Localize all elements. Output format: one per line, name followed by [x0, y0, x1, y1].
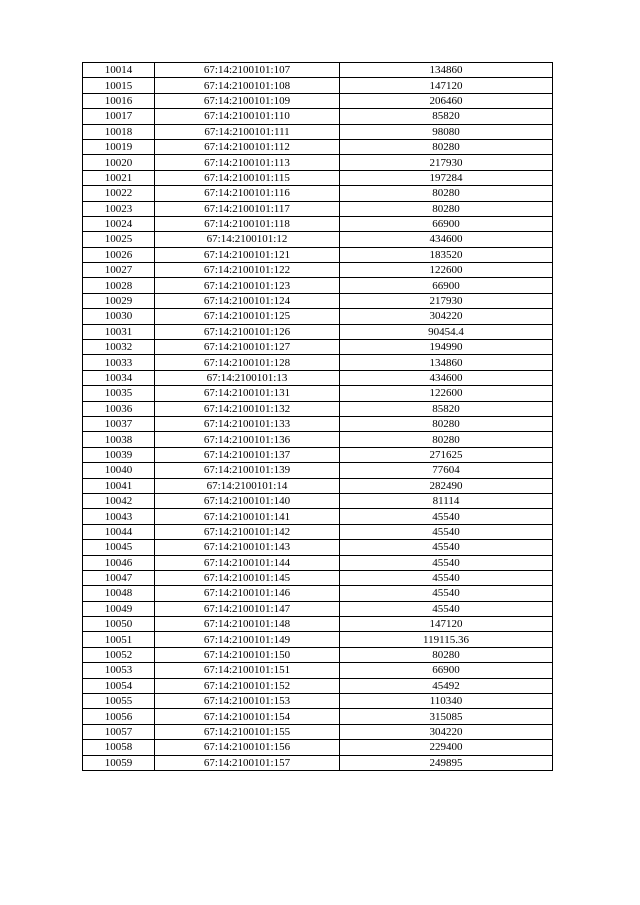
row-number-cell: 10019	[83, 139, 155, 154]
cadastral-number-cell: 67:14:2100101:139	[155, 463, 340, 478]
cadastral-number-cell: 67:14:2100101:12	[155, 232, 340, 247]
cadastral-number-cell: 67:14:2100101:154	[155, 709, 340, 724]
row-number-cell: 10025	[83, 232, 155, 247]
table-row	[83, 432, 553, 447]
row-number-cell: 10044	[83, 524, 155, 539]
value-cell: 271625	[340, 447, 553, 462]
cadastral-number-cell: 67:14:2100101:121	[155, 247, 340, 262]
value-cell: 304220	[340, 309, 553, 324]
table-row	[83, 155, 553, 170]
cadastral-number-cell: 67:14:2100101:117	[155, 201, 340, 216]
table-row	[83, 263, 553, 278]
value-cell: 217930	[340, 293, 553, 308]
cadastral-number-cell: 67:14:2100101:112	[155, 139, 340, 154]
row-number-cell: 10056	[83, 709, 155, 724]
cadastral-number-cell: 67:14:2100101:145	[155, 570, 340, 585]
row-number-cell: 10021	[83, 170, 155, 185]
cadastral-number-cell: 67:14:2100101:109	[155, 93, 340, 108]
cadastral-number-cell: 67:14:2100101:132	[155, 401, 340, 416]
cadastral-number-cell: 67:14:2100101:142	[155, 524, 340, 539]
value-cell: 110340	[340, 694, 553, 709]
cadastral-number-cell: 67:14:2100101:122	[155, 263, 340, 278]
row-number-cell: 10015	[83, 78, 155, 93]
row-number-cell: 10053	[83, 663, 155, 678]
table-row	[83, 617, 553, 632]
table-row	[83, 78, 553, 93]
cadastral-number-cell: 67:14:2100101:140	[155, 493, 340, 508]
cadastral-number-cell: 67:14:2100101:110	[155, 109, 340, 124]
cadastral-number-cell: 67:14:2100101:108	[155, 78, 340, 93]
cadastral-number-cell: 67:14:2100101:155	[155, 724, 340, 739]
table-row	[83, 386, 553, 401]
cadastral-number-cell: 67:14:2100101:146	[155, 586, 340, 601]
cadastral-number-cell: 67:14:2100101:149	[155, 632, 340, 647]
value-cell: 81114	[340, 493, 553, 508]
row-number-cell: 10052	[83, 647, 155, 662]
table-row	[83, 493, 553, 508]
value-cell: 80280	[340, 186, 553, 201]
row-number-cell: 10035	[83, 386, 155, 401]
table-row	[83, 663, 553, 678]
value-cell: 80280	[340, 647, 553, 662]
table-row	[83, 647, 553, 662]
table-row	[83, 447, 553, 462]
cadastral-number-cell: 67:14:2100101:118	[155, 216, 340, 231]
row-number-cell: 10024	[83, 216, 155, 231]
value-cell: 45492	[340, 678, 553, 693]
table-row	[83, 694, 553, 709]
value-cell: 134860	[340, 355, 553, 370]
row-number-cell: 10059	[83, 755, 155, 770]
cadastral-number-cell: 67:14:2100101:111	[155, 124, 340, 139]
table-row	[83, 724, 553, 739]
cadastral-number-cell: 67:14:2100101:133	[155, 416, 340, 431]
table-row	[83, 632, 553, 647]
table-row	[83, 555, 553, 570]
table-row	[83, 247, 553, 262]
cadastral-number-cell: 67:14:2100101:156	[155, 740, 340, 755]
table-row	[83, 709, 553, 724]
cadastral-number-cell: 67:14:2100101:13	[155, 370, 340, 385]
row-number-cell: 10054	[83, 678, 155, 693]
value-cell: 282490	[340, 478, 553, 493]
value-cell: 80280	[340, 139, 553, 154]
cadastral-number-cell: 67:14:2100101:113	[155, 155, 340, 170]
row-number-cell: 10020	[83, 155, 155, 170]
value-cell: 80280	[340, 432, 553, 447]
value-cell: 229400	[340, 740, 553, 755]
table-row	[83, 463, 553, 478]
value-cell: 45540	[340, 586, 553, 601]
table-row	[83, 540, 553, 555]
row-number-cell: 10057	[83, 724, 155, 739]
row-number-cell: 10042	[83, 493, 155, 508]
row-number-cell: 10030	[83, 309, 155, 324]
row-number-cell: 10047	[83, 570, 155, 585]
value-cell: 80280	[340, 416, 553, 431]
row-number-cell: 10026	[83, 247, 155, 262]
table-row	[83, 678, 553, 693]
table-row	[83, 186, 553, 201]
value-cell: 66900	[340, 216, 553, 231]
value-cell: 85820	[340, 401, 553, 416]
table-row	[83, 63, 553, 78]
cadastral-number-cell: 67:14:2100101:107	[155, 63, 340, 78]
value-cell: 80280	[340, 201, 553, 216]
value-cell: 119115.36	[340, 632, 553, 647]
row-number-cell: 10043	[83, 509, 155, 524]
value-cell: 217930	[340, 155, 553, 170]
table-row	[83, 124, 553, 139]
table-row	[83, 586, 553, 601]
value-cell: 194990	[340, 340, 553, 355]
cadastral-number-cell: 67:14:2100101:151	[155, 663, 340, 678]
value-cell: 249895	[340, 755, 553, 770]
row-number-cell: 10046	[83, 555, 155, 570]
row-number-cell: 10058	[83, 740, 155, 755]
cadastral-number-cell: 67:14:2100101:14	[155, 478, 340, 493]
row-number-cell: 10048	[83, 586, 155, 601]
table-row	[83, 109, 553, 124]
value-cell: 77604	[340, 463, 553, 478]
table-row	[83, 324, 553, 339]
table-row	[83, 293, 553, 308]
value-cell: 90454.4	[340, 324, 553, 339]
table-row	[83, 524, 553, 539]
table-body	[83, 63, 553, 771]
cadastral-number-cell: 67:14:2100101:148	[155, 617, 340, 632]
cadastral-number-cell: 67:14:2100101:147	[155, 601, 340, 616]
table-row	[83, 370, 553, 385]
table-row	[83, 309, 553, 324]
row-number-cell: 10014	[83, 63, 155, 78]
value-cell: 315085	[340, 709, 553, 724]
row-number-cell: 10051	[83, 632, 155, 647]
value-cell: 45540	[340, 570, 553, 585]
value-cell: 434600	[340, 232, 553, 247]
cadastral-number-cell: 67:14:2100101:128	[155, 355, 340, 370]
row-number-cell: 10023	[83, 201, 155, 216]
cadastral-number-cell: 67:14:2100101:123	[155, 278, 340, 293]
row-number-cell: 10029	[83, 293, 155, 308]
value-cell: 183520	[340, 247, 553, 262]
row-number-cell: 10038	[83, 432, 155, 447]
cadastral-number-cell: 67:14:2100101:153	[155, 694, 340, 709]
cadastral-value-table	[82, 62, 553, 771]
cadastral-number-cell: 67:14:2100101:136	[155, 432, 340, 447]
row-number-cell: 10037	[83, 416, 155, 431]
value-cell: 122600	[340, 386, 553, 401]
row-number-cell: 10022	[83, 186, 155, 201]
table-row	[83, 139, 553, 154]
row-number-cell: 10032	[83, 340, 155, 355]
value-cell: 45540	[340, 601, 553, 616]
value-cell: 134860	[340, 63, 553, 78]
table-row	[83, 278, 553, 293]
table-row	[83, 401, 553, 416]
value-cell: 85820	[340, 109, 553, 124]
row-number-cell: 10041	[83, 478, 155, 493]
row-number-cell: 10018	[83, 124, 155, 139]
value-cell: 434600	[340, 370, 553, 385]
cadastral-number-cell: 67:14:2100101:144	[155, 555, 340, 570]
value-cell: 66900	[340, 278, 553, 293]
value-cell: 147120	[340, 78, 553, 93]
table-row	[83, 570, 553, 585]
row-number-cell: 10016	[83, 93, 155, 108]
value-cell: 66900	[340, 663, 553, 678]
table-row	[83, 740, 553, 755]
value-cell: 45540	[340, 555, 553, 570]
table-row	[83, 170, 553, 185]
row-number-cell: 10040	[83, 463, 155, 478]
value-cell: 197284	[340, 170, 553, 185]
table-row	[83, 355, 553, 370]
cadastral-number-cell: 67:14:2100101:157	[155, 755, 340, 770]
cadastral-number-cell: 67:14:2100101:116	[155, 186, 340, 201]
row-number-cell: 10031	[83, 324, 155, 339]
table-row	[83, 416, 553, 431]
row-number-cell: 10028	[83, 278, 155, 293]
cadastral-number-cell: 67:14:2100101:150	[155, 647, 340, 662]
cadastral-number-cell: 67:14:2100101:143	[155, 540, 340, 555]
cadastral-number-cell: 67:14:2100101:137	[155, 447, 340, 462]
cadastral-number-cell: 67:14:2100101:125	[155, 309, 340, 324]
cadastral-number-cell: 67:14:2100101:126	[155, 324, 340, 339]
cadastral-number-cell: 67:14:2100101:115	[155, 170, 340, 185]
row-number-cell: 10039	[83, 447, 155, 462]
table-row	[83, 93, 553, 108]
row-number-cell: 10045	[83, 540, 155, 555]
value-cell: 304220	[340, 724, 553, 739]
table-row	[83, 509, 553, 524]
row-number-cell: 10050	[83, 617, 155, 632]
row-number-cell: 10034	[83, 370, 155, 385]
table-row	[83, 216, 553, 231]
value-cell: 45540	[340, 509, 553, 524]
value-cell: 45540	[340, 540, 553, 555]
row-number-cell: 10049	[83, 601, 155, 616]
table-row	[83, 201, 553, 216]
table-row	[83, 232, 553, 247]
cadastral-number-cell: 67:14:2100101:124	[155, 293, 340, 308]
table-row	[83, 755, 553, 770]
value-cell: 122600	[340, 263, 553, 278]
row-number-cell: 10027	[83, 263, 155, 278]
value-cell: 45540	[340, 524, 553, 539]
cadastral-number-cell: 67:14:2100101:127	[155, 340, 340, 355]
table-row	[83, 478, 553, 493]
cadastral-number-cell: 67:14:2100101:152	[155, 678, 340, 693]
row-number-cell: 10055	[83, 694, 155, 709]
value-cell: 98080	[340, 124, 553, 139]
cadastral-number-cell: 67:14:2100101:131	[155, 386, 340, 401]
row-number-cell: 10033	[83, 355, 155, 370]
value-cell: 147120	[340, 617, 553, 632]
table-row	[83, 601, 553, 616]
value-cell: 206460	[340, 93, 553, 108]
row-number-cell: 10036	[83, 401, 155, 416]
table-row	[83, 340, 553, 355]
row-number-cell: 10017	[83, 109, 155, 124]
cadastral-number-cell: 67:14:2100101:141	[155, 509, 340, 524]
